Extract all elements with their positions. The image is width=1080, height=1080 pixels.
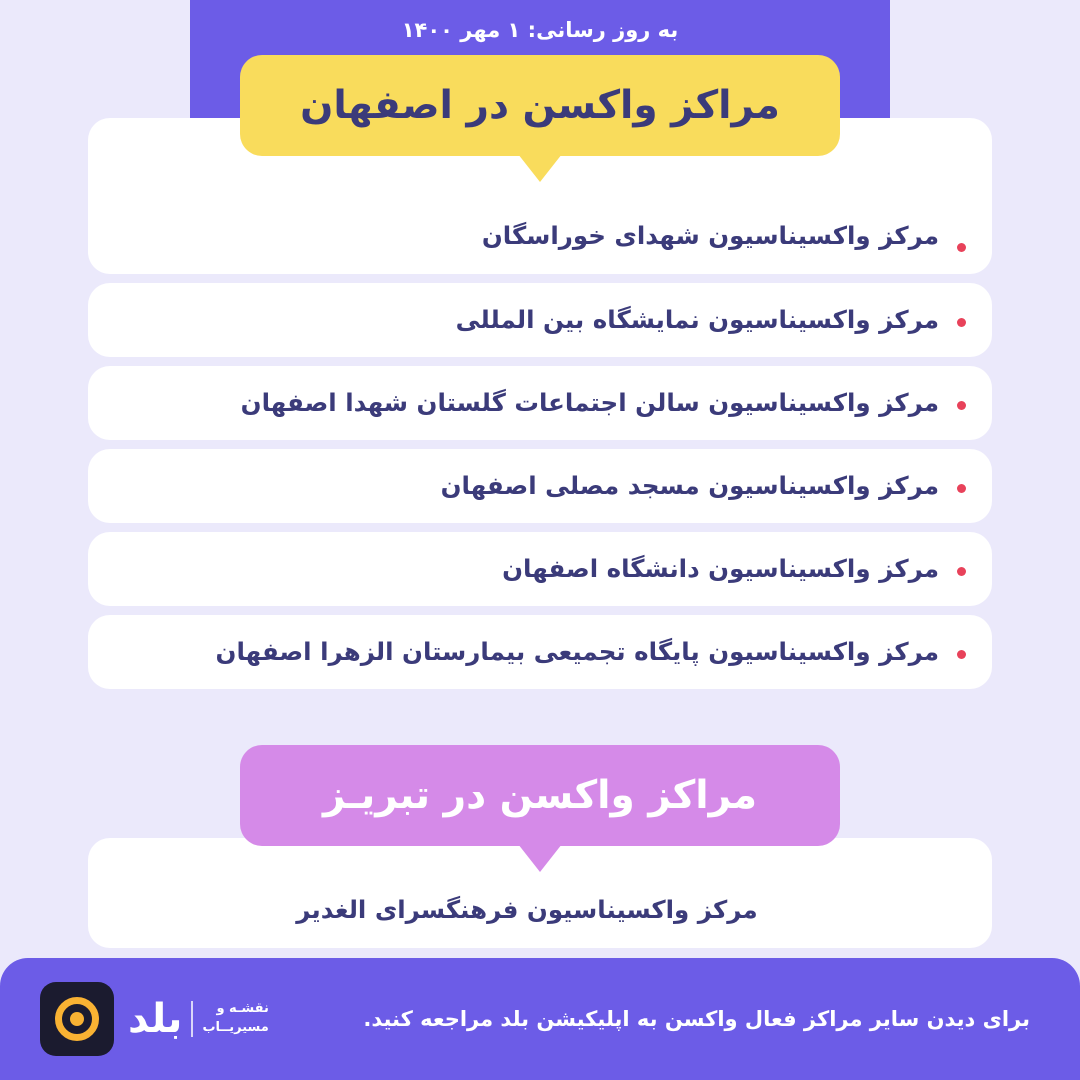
balad-logo-icon (40, 982, 114, 1056)
bullet-icon (957, 318, 966, 327)
logo-ring-icon (55, 997, 99, 1041)
list-item[interactable] (88, 283, 992, 357)
brand-block[interactable] (40, 982, 269, 1056)
title-pill-tail-icon (518, 154, 562, 182)
logo-dot-icon (70, 1012, 84, 1026)
list-item-label: مرکز واکسیناسیون شهدای خوراسگان (481, 220, 939, 250)
bullet-icon (957, 243, 966, 252)
brand-tagline-line1: نقشـه و (216, 1001, 269, 1017)
footer-note: برای دیدن سایر مراکز فعال واکسن به اپلیکیشن بلد مراجعه کنید. (363, 1007, 1030, 1031)
brand-divider (191, 1001, 193, 1037)
list-item[interactable] (88, 615, 992, 689)
list-item[interactable] (88, 366, 992, 440)
list-item-label: مرکز واکسیناسیون فرهنگسرای الغدیر (296, 894, 758, 924)
section-title-tabriz-text: مراکز واکسن در تبریـز (322, 773, 758, 818)
brand-name-label: بلد (128, 996, 183, 1042)
list-item[interactable] (88, 532, 992, 606)
section-title-isfahan (240, 55, 840, 156)
center-list-isfahan (88, 118, 992, 698)
update-date-label: به روز رسانی: ۱ مهر ۱۴۰۰ (401, 18, 679, 42)
section-title-tabriz (240, 745, 840, 846)
brand-tagline (202, 1000, 268, 1038)
bullet-icon (957, 401, 966, 410)
section-title-isfahan-text: مراکز واکسن در اصفهان (300, 83, 780, 128)
list-item-label: مرکز واکسیناسیون سالن اجتماعات گلستان شهدا اصفهان (240, 388, 939, 418)
list-item-label: مرکز واکسیناسیون دانشگاه اصفهان (502, 554, 939, 584)
brand-wordmark (128, 996, 269, 1042)
list-item-label: مرکز واکسیناسیون پایگاه تجمیعی بیمارستان الزهرا اصفهان (215, 637, 939, 667)
brand-tagline-line2: مسیریــاب (202, 1020, 269, 1035)
bullet-icon (957, 567, 966, 576)
footer-bar (0, 958, 1080, 1080)
bullet-icon (957, 650, 966, 659)
list-item-label: مرکز واکسیناسیون نمایشگاه بین المللی (455, 305, 939, 335)
title-pill-tail-icon (518, 844, 562, 872)
list-item-label: مرکز واکسیناسیون مسجد مصلی اصفهان (440, 471, 939, 501)
list-item[interactable] (88, 449, 992, 523)
bullet-icon (957, 484, 966, 493)
